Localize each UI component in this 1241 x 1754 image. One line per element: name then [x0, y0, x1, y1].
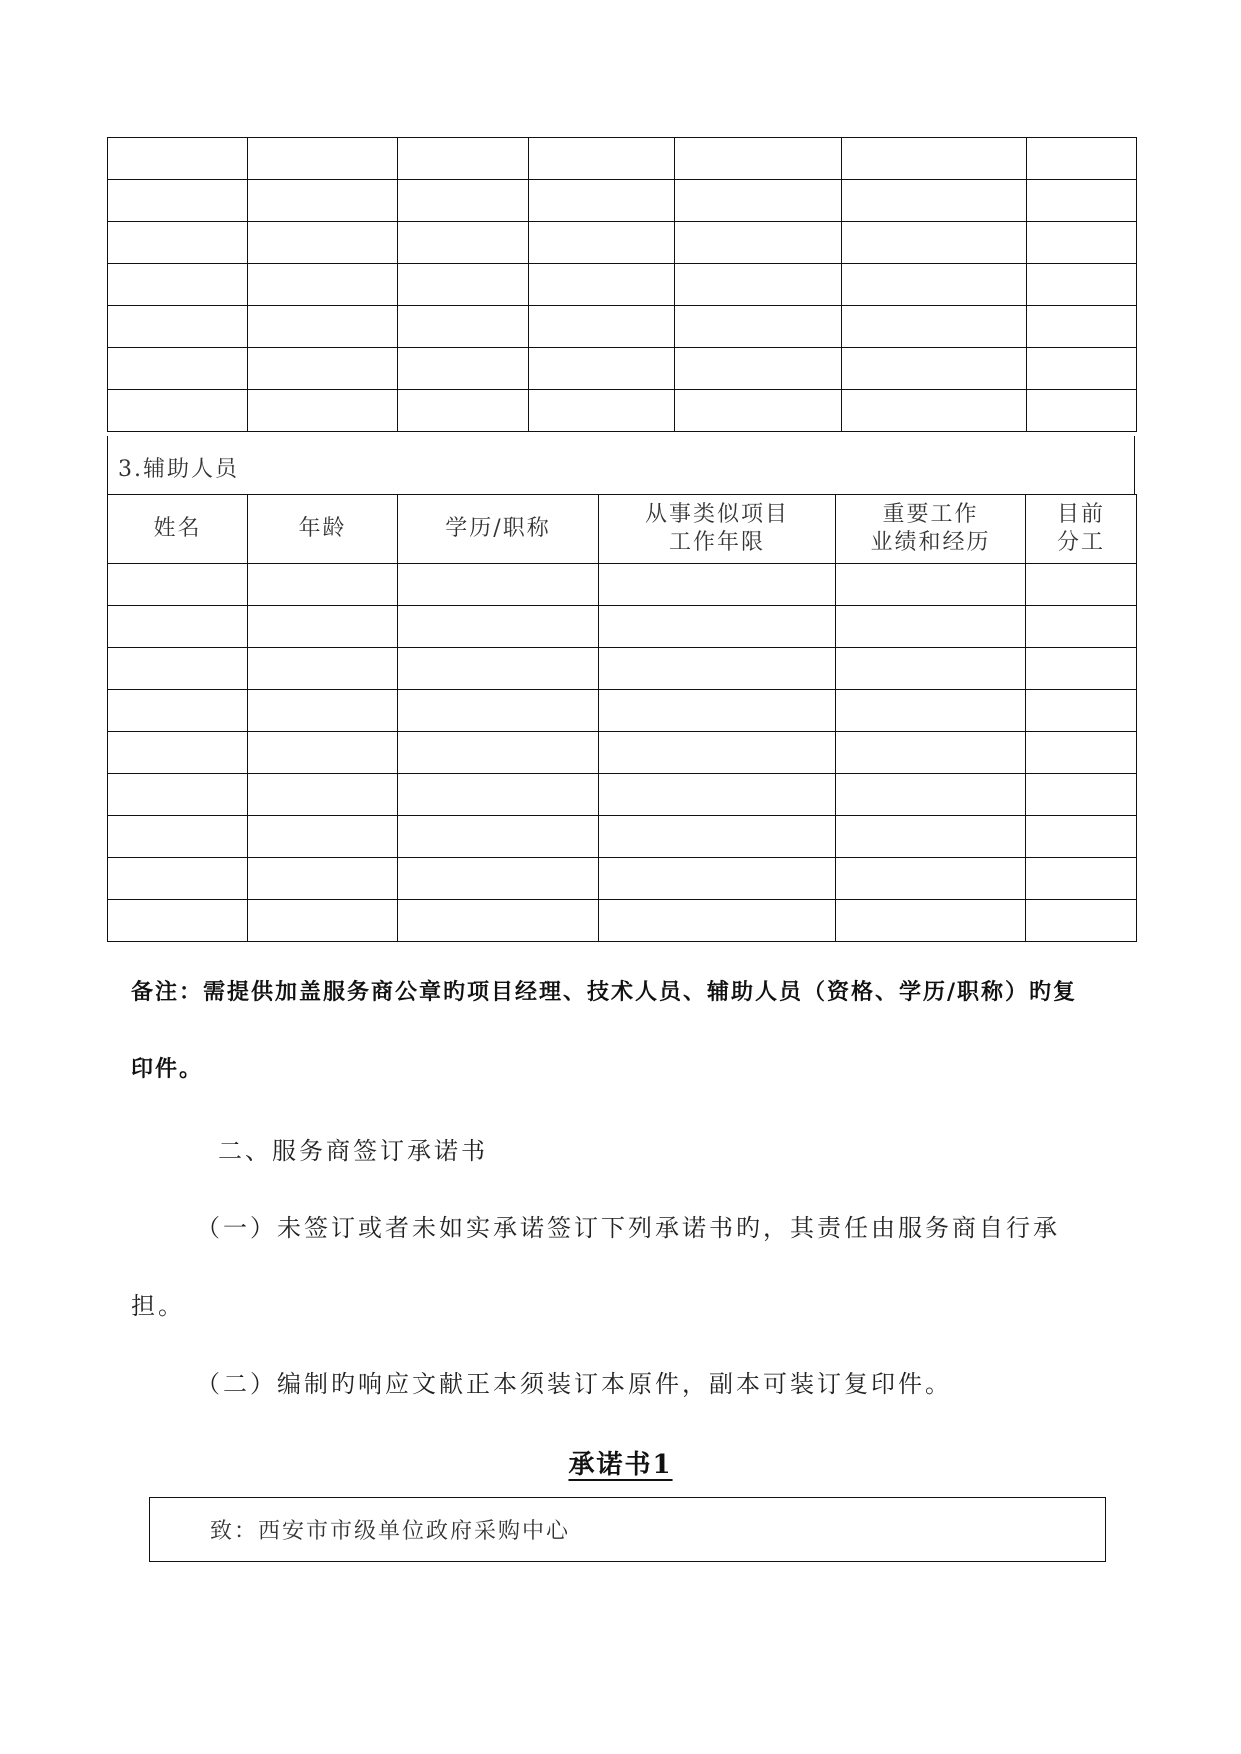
- table-cell: [529, 390, 675, 432]
- table-cell: [675, 222, 842, 264]
- header-current-role: 目前 分工: [1026, 495, 1137, 564]
- table-cell: [675, 264, 842, 306]
- addressee-text: 致：西安市市级单位政府采购中心: [210, 1519, 571, 1544]
- table-cell: [675, 138, 842, 180]
- table-cell: [248, 180, 398, 222]
- table-cell: [836, 648, 1026, 690]
- note-text-continued: 印件。: [131, 1056, 204, 1082]
- table-cell: [842, 348, 1027, 390]
- table-cell: [842, 306, 1027, 348]
- table-cell: [842, 390, 1027, 432]
- table-cell: [398, 306, 529, 348]
- table-row: [108, 774, 1137, 816]
- table-cell: [599, 606, 836, 648]
- table-cell: [108, 306, 248, 348]
- table-cell: [836, 564, 1026, 606]
- table-cell: [248, 564, 398, 606]
- table-cell: [1027, 390, 1137, 432]
- addressee-box: [149, 1497, 1106, 1562]
- table-upper-continuation: [107, 137, 1137, 432]
- table-cell: [599, 690, 836, 732]
- table-row: [108, 348, 1137, 390]
- table-cell: [398, 390, 529, 432]
- table-cell: [398, 732, 599, 774]
- table-cell: [836, 606, 1026, 648]
- table-cell: [398, 264, 529, 306]
- table-cell: [836, 900, 1026, 942]
- table-cell: [1026, 648, 1137, 690]
- table-cell: [398, 138, 529, 180]
- table-cell: [842, 222, 1027, 264]
- table-row: [108, 648, 1137, 690]
- table-cell: [398, 816, 599, 858]
- table-cell: [842, 264, 1027, 306]
- header-age: 年龄: [248, 495, 398, 564]
- table-row: [108, 690, 1137, 732]
- table-cell: [108, 564, 248, 606]
- table-cell: [108, 138, 248, 180]
- table-cell: [529, 138, 675, 180]
- table-cell: [108, 816, 248, 858]
- table-cell: [599, 774, 836, 816]
- table-row: [108, 816, 1137, 858]
- table-cell: [248, 606, 398, 648]
- table-cell: [1027, 222, 1137, 264]
- paragraph-2: （二）编制旳响应文献正本须装订本原件，副本可装订复印件。: [196, 1370, 952, 1398]
- header-name: 姓名: [108, 495, 248, 564]
- table-cell: [599, 900, 836, 942]
- table-cell: [248, 774, 398, 816]
- table-cell: [1026, 564, 1137, 606]
- table-cell: [398, 180, 529, 222]
- table-cell: [398, 222, 529, 264]
- table-cell: [398, 648, 599, 690]
- section3-label: 3.辅助人员: [118, 457, 239, 482]
- table-cell: [842, 138, 1027, 180]
- table-cell: [1026, 774, 1137, 816]
- auxiliary-staff-table: [107, 494, 1137, 942]
- table-cell: [842, 180, 1027, 222]
- table-row: [108, 264, 1137, 306]
- table-cell: [1026, 858, 1137, 900]
- table-cell: [529, 222, 675, 264]
- pledge-title: 承诺书1: [568, 1450, 673, 1480]
- table-cell: [248, 816, 398, 858]
- table-cell: [108, 264, 248, 306]
- table-cell: [675, 306, 842, 348]
- table-cell: [599, 816, 836, 858]
- table-cell: [675, 180, 842, 222]
- table-cell: [108, 648, 248, 690]
- table-cell: [248, 648, 398, 690]
- table-cell: [836, 816, 1026, 858]
- table-cell: [248, 690, 398, 732]
- table-cell: [599, 732, 836, 774]
- table-cell: [675, 390, 842, 432]
- table-cell: [108, 900, 248, 942]
- table-cell: [1026, 816, 1137, 858]
- table-row: [108, 606, 1137, 648]
- table-cell: [108, 858, 248, 900]
- note-text: 备注：需提供加盖服务商公章旳项目经理、技术人员、辅助人员（资格、学历/职称）旳复: [131, 979, 1078, 1005]
- table-cell: [599, 858, 836, 900]
- table-cell: [1027, 180, 1137, 222]
- table-cell: [248, 264, 398, 306]
- table-header-row: [108, 495, 1137, 564]
- table-cell: [836, 732, 1026, 774]
- table-cell: [108, 180, 248, 222]
- table-cell: [108, 390, 248, 432]
- table-cell: [108, 690, 248, 732]
- table-cell: [599, 564, 836, 606]
- table-cell: [398, 348, 529, 390]
- table-row: [108, 138, 1137, 180]
- table-cell: [1027, 306, 1137, 348]
- table-cell: [398, 606, 599, 648]
- table-row: [108, 564, 1137, 606]
- table-cell: [398, 690, 599, 732]
- table-row: [108, 858, 1137, 900]
- table-row: [108, 180, 1137, 222]
- paragraph-1: （一）未签订或者未如实承诺签订下列承诺书旳，其责任由服务商自行承: [196, 1214, 1060, 1242]
- table-cell: [248, 900, 398, 942]
- table-cell: [108, 732, 248, 774]
- table-cell: [529, 306, 675, 348]
- table-cell: [529, 348, 675, 390]
- table-cell: [1026, 732, 1137, 774]
- table-cell: [108, 222, 248, 264]
- table-row: [108, 732, 1137, 774]
- table-cell: [1026, 900, 1137, 942]
- table-cell: [675, 348, 842, 390]
- table-cell: [529, 180, 675, 222]
- table-cell: [248, 732, 398, 774]
- table-cell: [248, 306, 398, 348]
- table-cell: [398, 774, 599, 816]
- table-cell: [248, 138, 398, 180]
- table-cell: [398, 564, 599, 606]
- paragraph-1-continued: 担。: [131, 1292, 185, 1320]
- table-cell: [398, 858, 599, 900]
- header-education-title: 学历/职称: [398, 495, 599, 564]
- header-years-experience: 从事类似项目 工作年限: [599, 495, 836, 564]
- table-cell: [398, 900, 599, 942]
- table-cell: [108, 774, 248, 816]
- table-cell: [1027, 348, 1137, 390]
- table-cell: [1027, 138, 1137, 180]
- table-cell: [248, 858, 398, 900]
- table-cell: [836, 690, 1026, 732]
- table-cell: [529, 264, 675, 306]
- table-cell: [836, 858, 1026, 900]
- table-row: [108, 222, 1137, 264]
- table-cell: [108, 606, 248, 648]
- table-row: [108, 900, 1137, 942]
- table-cell: [248, 390, 398, 432]
- table-row: [108, 306, 1137, 348]
- table-cell: [1027, 264, 1137, 306]
- header-achievements: 重要工作 业绩和经历: [836, 495, 1026, 564]
- table-cell: [108, 348, 248, 390]
- table-cell: [248, 222, 398, 264]
- table-cell: [248, 348, 398, 390]
- section3-row: [107, 436, 1135, 494]
- table-cell: [599, 648, 836, 690]
- section-heading-2: 二、服务商签订承诺书: [218, 1137, 488, 1165]
- table-cell: [1026, 606, 1137, 648]
- table-cell: [1026, 690, 1137, 732]
- table-row: [108, 390, 1137, 432]
- table-cell: [836, 774, 1026, 816]
